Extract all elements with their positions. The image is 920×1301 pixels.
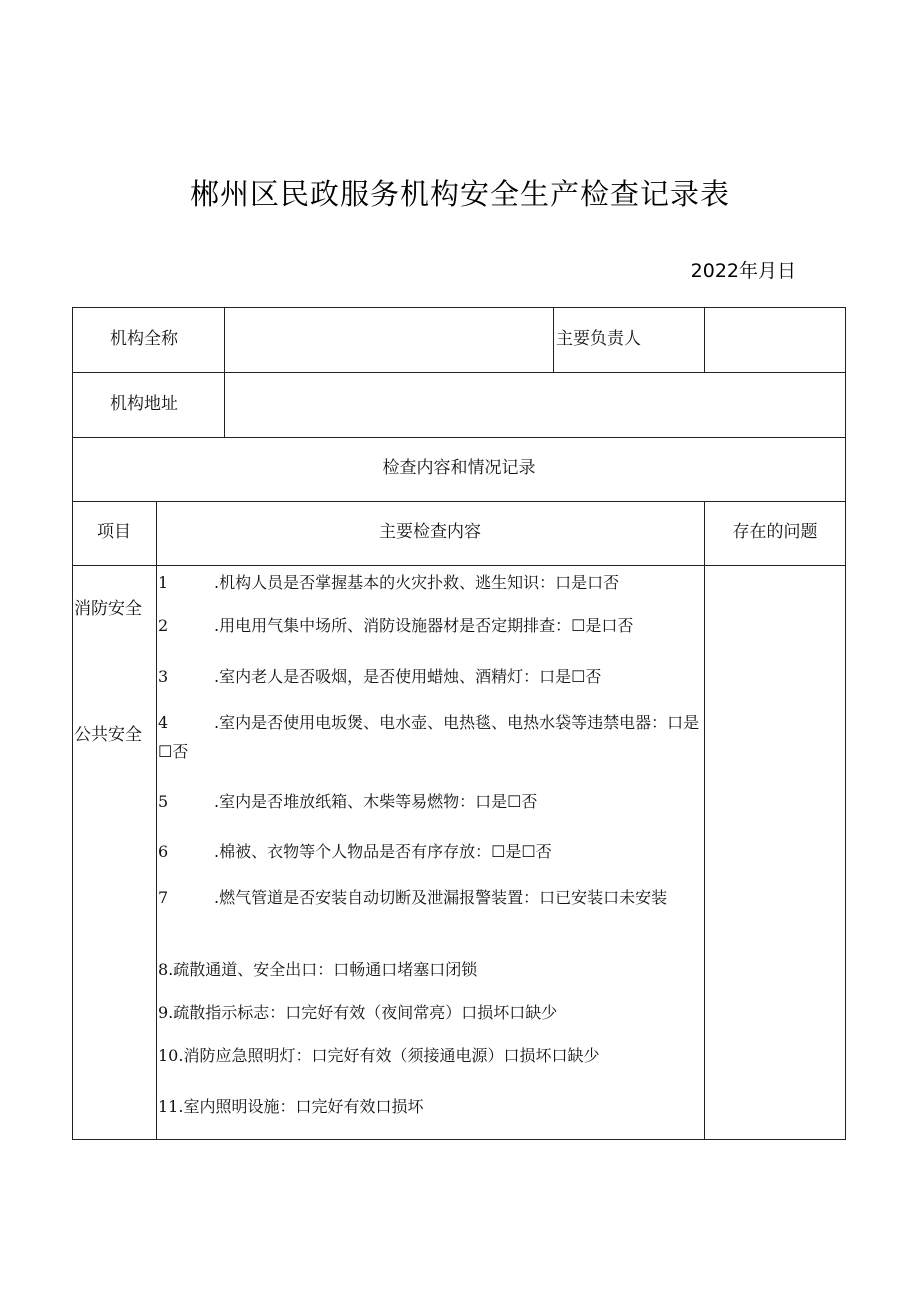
item-text: 10.消防应急照明灯：口完好有效（须接通电源）口损坏口缺少 xyxy=(158,1046,600,1065)
checklist-item xyxy=(158,662,601,691)
checklist-item xyxy=(158,837,552,866)
checklist-item xyxy=(158,787,537,816)
checklist-item xyxy=(158,998,557,1027)
item-number: 7 xyxy=(158,888,169,907)
address-label: 机构地址 xyxy=(110,394,178,414)
checklist-item xyxy=(158,883,703,912)
item-text: .燃气管道是否安装自动切断及泄漏报警装置：口已安装口未安装 xyxy=(214,888,668,907)
checklist-item xyxy=(158,611,633,640)
category-fire-safety: 消防安全 xyxy=(74,599,142,619)
item-text: 8.疏散通道、安全出口：口畅通口堵塞口闭锁 xyxy=(158,960,478,979)
item-text: .棉被、衣物等个人物品是否有序存放：☐是☐否 xyxy=(214,842,552,861)
checklist-item xyxy=(158,955,477,984)
checklist-item xyxy=(158,568,619,597)
item-text: .机构人员是否掌握基本的火灾扑救、逃生知识：口是口否 xyxy=(214,573,620,592)
checklist-item xyxy=(158,1092,423,1121)
item-number: 4 xyxy=(158,713,169,732)
leader-label: 主要负责人 xyxy=(556,329,641,349)
item-number: 2 xyxy=(158,616,169,635)
item-number: 3 xyxy=(158,667,169,686)
item-text: .室内是否堆放纸箱、木柴等易燃物：口是☐否 xyxy=(214,792,538,811)
col-header-content: 主要检查内容 xyxy=(379,522,481,542)
item-number: 6 xyxy=(158,842,169,861)
category-public-safety: 公共安全 xyxy=(74,725,142,745)
section-title: 检查内容和情况记录 xyxy=(382,458,536,478)
item-text: .室内老人是否吸烟，是否使用蜡烛、酒精灯：口是☐否 xyxy=(214,667,602,686)
checklist-item xyxy=(158,708,703,766)
col-header-issues: 存在的问题 xyxy=(732,522,818,542)
col-header-item: 项目 xyxy=(97,522,131,542)
item-text: 9.疏散指示标志：口完好有效（夜间常亮）口损坏口缺少 xyxy=(158,1003,558,1022)
checklist-item xyxy=(158,1041,599,1070)
document-title: 郴州区民政服务机构安全生产检查记录表 xyxy=(189,177,730,211)
org-name-label: 机构全称 xyxy=(110,329,178,349)
date-field: 2022年月日 xyxy=(690,260,796,282)
item-text: 11.室内照明设施：口完好有效口损坏 xyxy=(158,1097,424,1116)
item-number: 5 xyxy=(158,792,169,811)
item-text: .用电用气集中场所、消防设施器材是否定期排查：☐是口否 xyxy=(214,616,634,635)
item-text: .室内是否使用电坂煲、电水壶、电热毯、电热水袋等违禁电器：口是☐否 xyxy=(158,713,700,761)
item-number: 1 xyxy=(158,573,169,592)
